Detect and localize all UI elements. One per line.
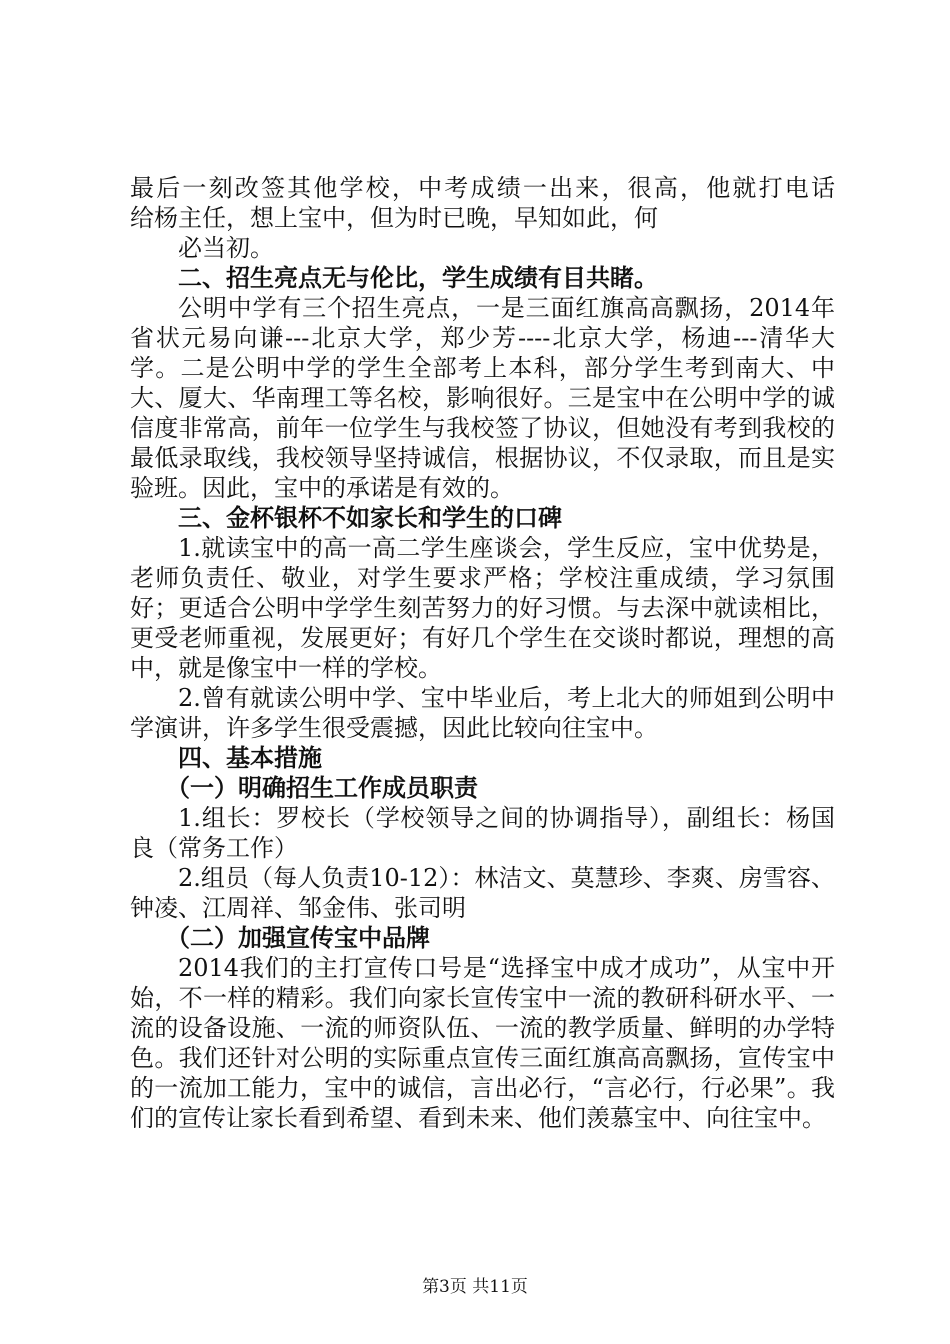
paragraph-forum: 1.就读宝中的高一高二学生座谈会，学生反应，宝中优势是，老师负责任、敬业，对学生要求严格；学校注重成绩，学习氛围好；更适合公明中学学生刻苦努力的好习惯。与去深中就读相比，更受老师重视，发展更好；有好几个学生在交谈时都说，理想的高中，就是像宝中一样的学校。 — [130, 534, 835, 682]
section-heading-4: 四、基本措施 — [178, 743, 322, 772]
paragraph-leaders: 1.组长：罗校长（学校领导之间的协调指导），副组长：杨国良（常务工作） — [130, 804, 835, 862]
paragraph-members: 2.组员（每人负责10-12）：林洁文、莫慧珍、李爽、房雪容、钟凌、江周祥、邹金伟、张司明 — [130, 864, 835, 922]
paragraph-publicity: 2014我们的主打宣传口号是“选择宝中成才成功”，从宝中开始，不一样的精彩。我们向家长宣传宝中一流的教研科研水平、一流的设备设施、一流的师资队伍、一流的教学质量、鲜明的办学特色。我们还针对公明的实际重点宣传三面红旗高高飘扬，宣传宝中的一流加工能力，宝中的诚信，言出必行，“言必行，行必果”。我们的宣传让家长看到希望、看到未来、他们羡慕宝中、向往宝中。 — [130, 954, 835, 1132]
document-body — [130, 173, 835, 1133]
paragraph-line: 最后一刻改签其他学校，中考成绩一出来，很高，他就打电话 — [130, 174, 835, 202]
paragraph-alumni: 2.曾有就读公明中学、宝中毕业后，考上北大的师姐到公明中学演讲，许多学生很受震撼，因此比较向往宝中。 — [130, 684, 835, 742]
paragraph-highlights: 公明中学有三个招生亮点，一是三面红旗高高飘扬，2014年省状元易向谦---北京大学，郑少芳----北京大学，杨迪---清华大学。二是公明中学的学生全部考上本科，部分学生考到南大、中大、厦大、华南理工等名校，影响很好。三是宝中在公明中学的诚信度非常高，前年一位学生与我校签了协议，但她没有考到我校的最低录取线，我校领导坚持诚信，根据协议，不仅录取，而且是实验班。因此，宝中的承诺是有效的。 — [130, 294, 835, 502]
page-footer: 第3页 共11页 — [422, 1277, 528, 1297]
paragraph-continuation: 必当初。 — [178, 234, 274, 262]
subsection-heading-2: （二）加强宣传宝中品牌 — [166, 923, 430, 952]
paragraph-line: 给杨主任，想上宝中，但为时已晚，早知如此，何 — [130, 204, 658, 232]
subsection-heading-1: （一）明确招生工作成员职责 — [166, 773, 478, 802]
section-heading-2: 二、招生亮点无与伦比，学生成绩有目共睹。 — [178, 263, 658, 292]
section-heading-3: 三、金杯银杯不如家长和学生的口碑 — [178, 503, 562, 532]
